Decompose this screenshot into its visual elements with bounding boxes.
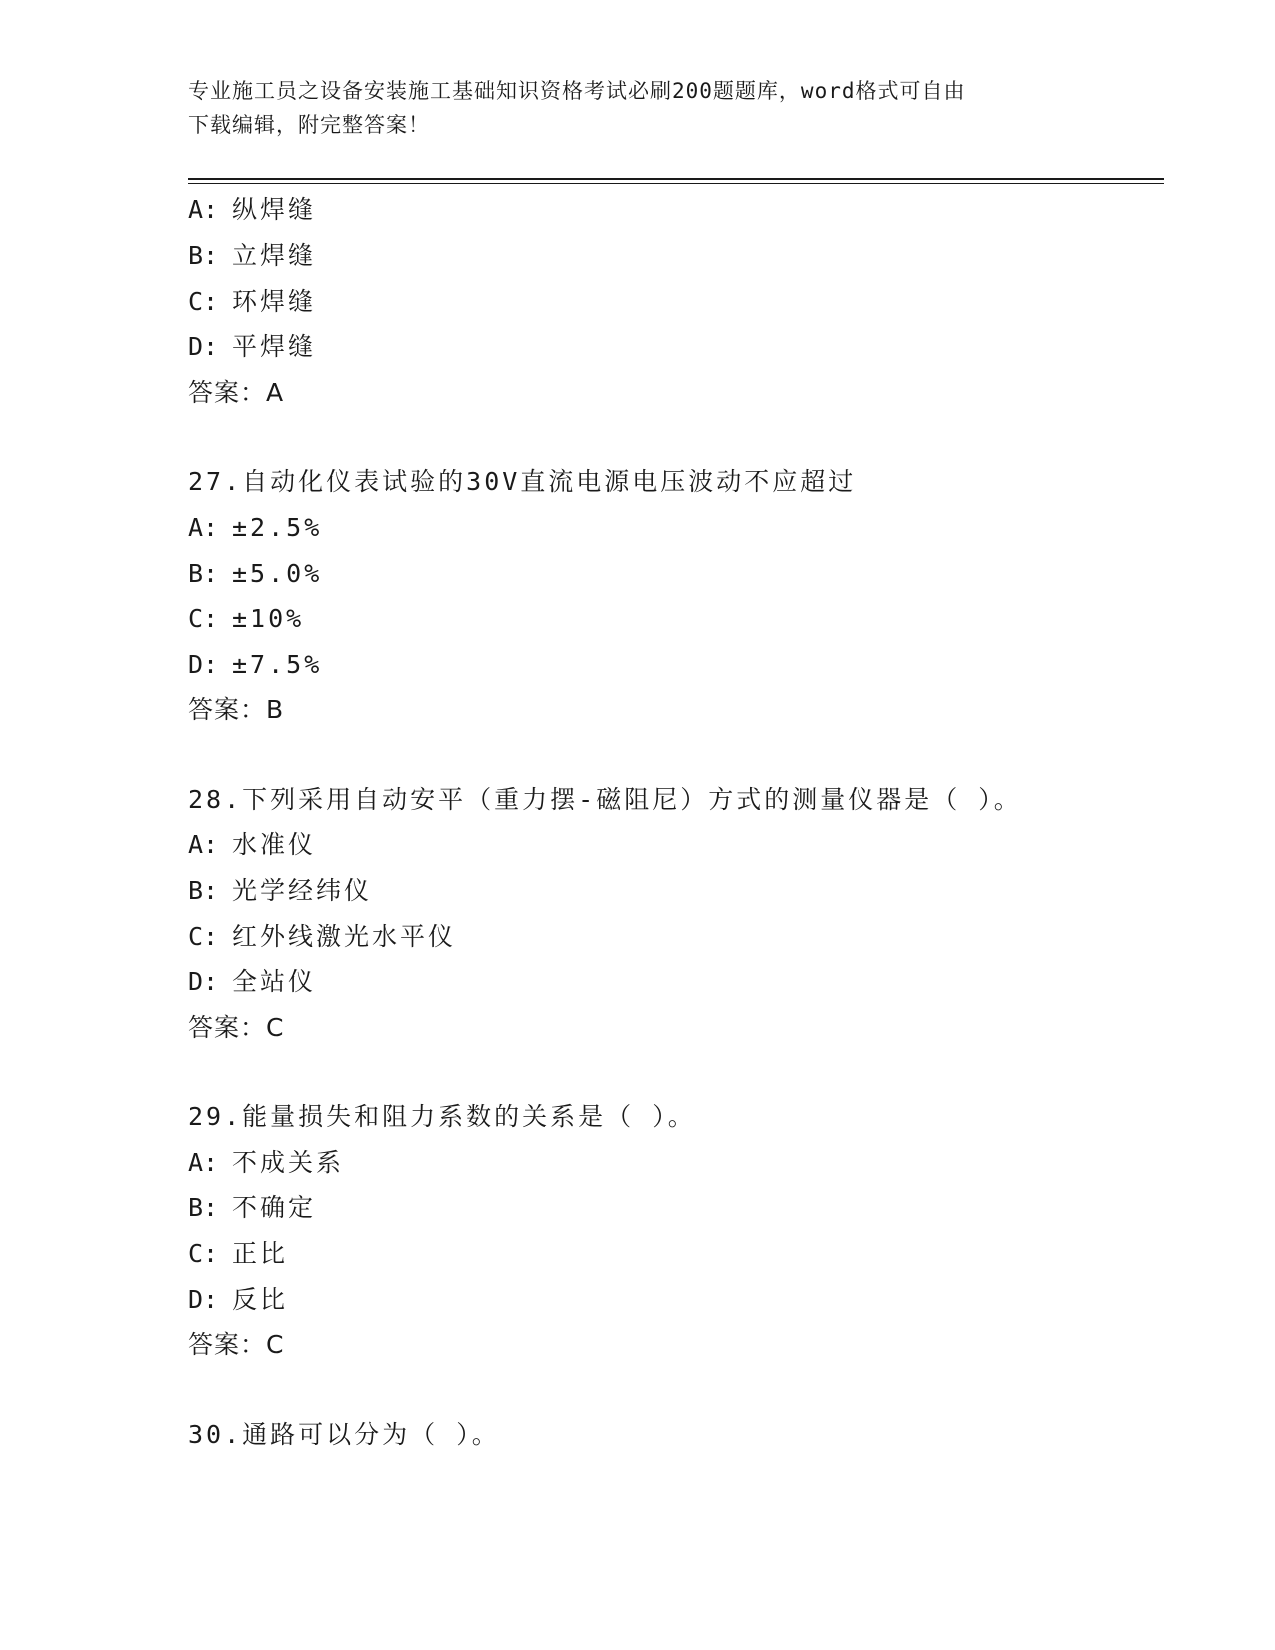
q27-option-c: C: ±10%: [188, 604, 305, 633]
q29-option-a: A: 不成关系: [188, 1148, 345, 1177]
q26-option-c: C: 环焊缝: [188, 287, 317, 316]
q29-option-d: D: 反比: [188, 1285, 289, 1314]
q28-question: 28.下列采用自动安平（重力摆-磁阻尼）方式的测量仪器是（ ）。: [188, 785, 1022, 814]
header-divider-thin: [188, 183, 1164, 184]
q29-option-c: C: 正比: [188, 1239, 289, 1268]
header-divider-thick: [188, 178, 1164, 180]
header-line-2: 下载编辑，附完整答案！: [188, 113, 430, 137]
q29-answer: 答案：C: [188, 1330, 285, 1359]
q28-option-b: B: 光学经纬仪: [188, 876, 373, 905]
document-header: [188, 74, 1088, 142]
q26-option-a: A: 纵焊缝: [188, 195, 317, 224]
q26-option-b: B: 立焊缝: [188, 241, 317, 270]
q27-option-a: A: ±2.5%: [188, 513, 323, 542]
q27-question: 27.自动化仪表试验的30V直流电源电压波动不应超过: [188, 467, 857, 496]
q28-answer: 答案：C: [188, 1013, 285, 1042]
q28-option-c: C: 红外线激光水平仪: [188, 922, 457, 951]
header-line-1: 专业施工员之设备安装施工基础知识资格考试必刷200题题库，word格式可自由: [188, 79, 966, 103]
q27-option-d: D: ±7.5%: [188, 650, 323, 679]
q27-answer: 答案：B: [188, 695, 285, 724]
q30-question: 30.通路可以分为（ ）。: [188, 1420, 500, 1449]
q26-answer: 答案：A: [188, 378, 285, 407]
q26-option-d: D: 平焊缝: [188, 332, 317, 361]
q29-question: 29.能量损失和阻力系数的关系是（ ）。: [188, 1102, 696, 1131]
q27-option-b: B: ±5.0%: [188, 559, 323, 588]
q28-option-d: D: 全站仪: [188, 967, 317, 996]
q29-option-b: B: 不确定: [188, 1193, 317, 1222]
q28-option-a: A: 水准仪: [188, 830, 317, 859]
